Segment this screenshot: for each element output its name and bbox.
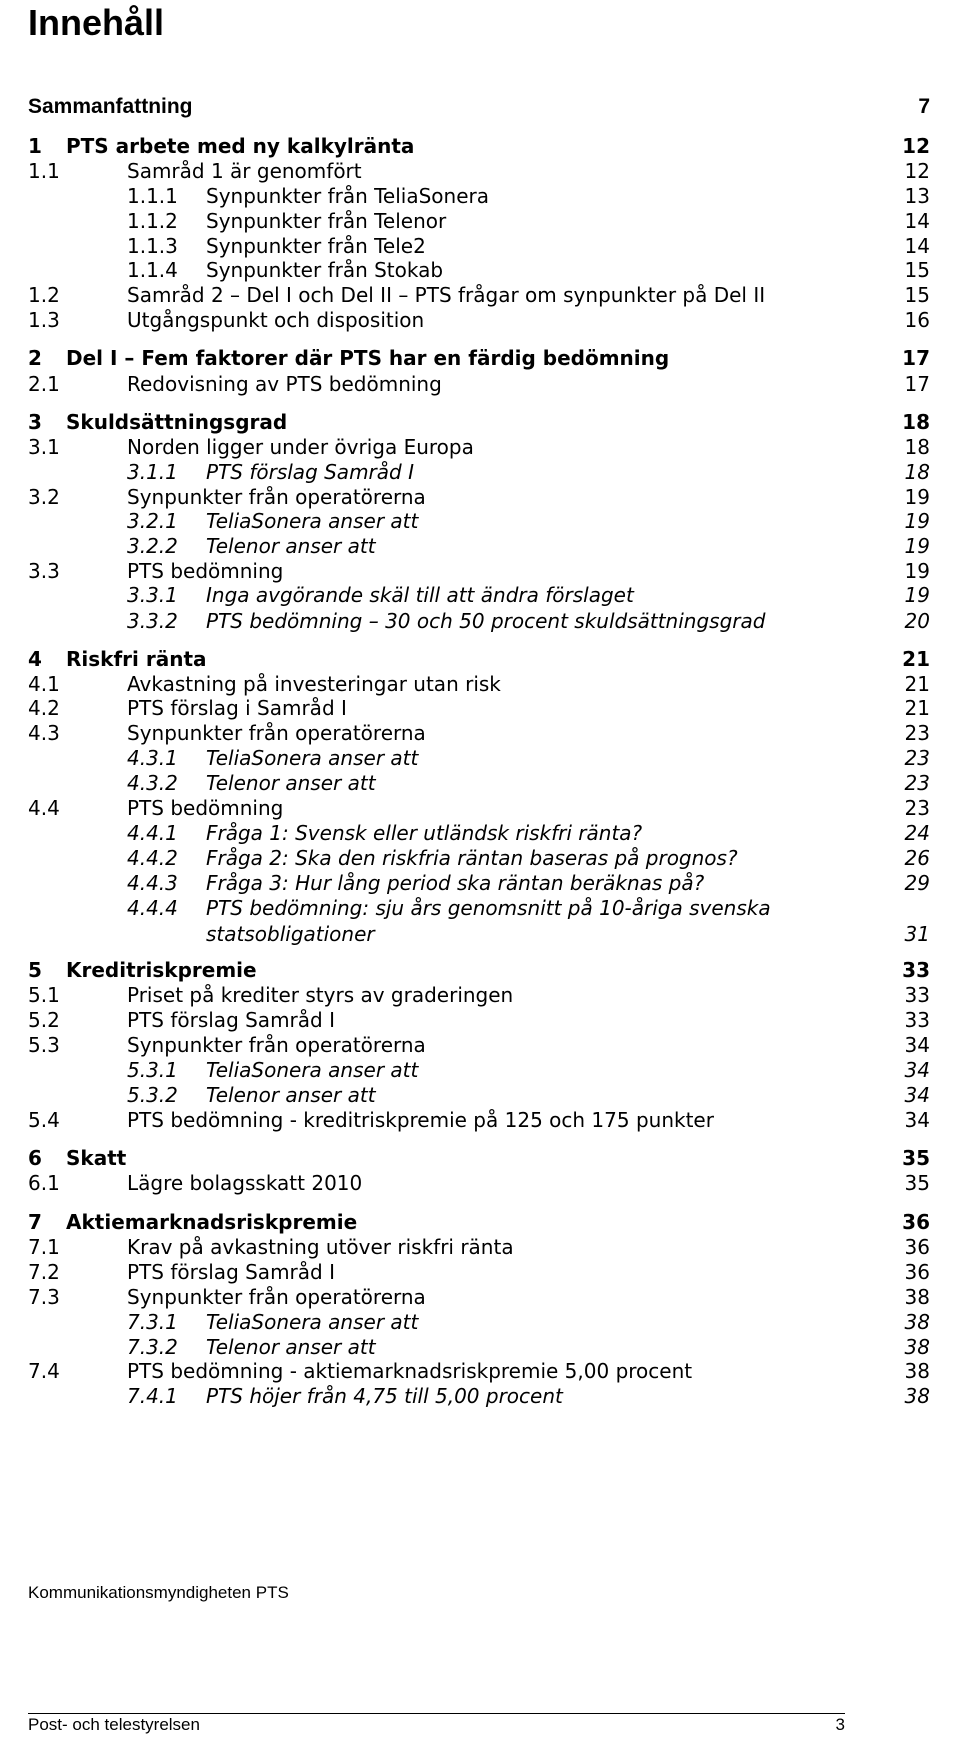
toc-entry-page: 38 — [904, 1335, 930, 1359]
toc-entry-number: 1.3 — [28, 308, 60, 332]
toc-entry-title: Avkastning på investeringar utan risk — [127, 672, 501, 696]
toc-entry-number: 1.1 — [28, 159, 60, 183]
toc-entry[interactable] — [0, 1209, 960, 1235]
toc-entry-number: 2 — [28, 346, 42, 370]
toc-entry-number: 3.3 — [28, 559, 60, 583]
toc-entry-title: Telenor anser att — [206, 534, 376, 558]
toc-entry-page: 21 — [902, 647, 930, 671]
toc-entry-page: 23 — [904, 771, 930, 795]
toc-entry-title: Aktiemarknadsriskpremie — [66, 1210, 358, 1234]
toc-entry-title: Krav på avkastning utöver riskfri ränta — [127, 1235, 514, 1259]
toc-entry-page: 21 — [904, 696, 930, 720]
toc-entry[interactable] — [0, 158, 960, 184]
toc-entry[interactable] — [0, 845, 960, 871]
toc-entry-page: 21 — [904, 672, 930, 696]
toc-entry-number: 6 — [28, 1146, 42, 1170]
toc-entry-title: PTS förslag Samråd I — [206, 460, 414, 484]
toc-entry[interactable] — [0, 671, 960, 697]
footer-page-number: 3 — [835, 1715, 845, 1734]
toc-entry[interactable] — [0, 895, 960, 947]
toc-entry-title: Synpunkter från Telenor — [206, 209, 447, 233]
toc-entry-title: TeliaSonera anser att — [206, 1058, 419, 1082]
toc-entry-page: 12 — [902, 134, 930, 158]
toc-entry-number: 5.3.2 — [127, 1083, 178, 1107]
toc-entry-number: 4.4.1 — [127, 821, 178, 845]
toc-entry-number: 7.4 — [28, 1359, 60, 1383]
toc-entry-title: Kreditriskpremie — [66, 958, 257, 982]
toc-entry-title: PTS bedömning: sju års genomsnitt på 10-åriga svenska statsobligationer — [206, 896, 771, 946]
toc-entry-number: 4.3 — [28, 721, 60, 745]
toc-entry-number: 7.3.1 — [127, 1310, 178, 1334]
toc-entry[interactable] — [0, 1170, 960, 1196]
toc-entry-title: Inga avgörande skäl till att ändra förslaget — [206, 583, 634, 607]
toc-entry[interactable] — [0, 371, 960, 397]
toc-summary-page: 7 — [918, 95, 930, 118]
toc-entry-number: 4.3.1 — [127, 746, 178, 770]
toc-entry-title: Skatt — [66, 1146, 127, 1170]
toc-entry-page: 36 — [902, 1210, 930, 1234]
toc-entry-number: 1.1.4 — [127, 258, 178, 282]
toc-entry-title: Fråga 2: Ska den riskfria räntan baseras på prognos? — [206, 846, 738, 870]
toc-entry-page: 38 — [904, 1310, 930, 1334]
toc-entry-number: 4.4.4 — [127, 896, 178, 920]
toc-entry[interactable] — [0, 1107, 960, 1133]
footer-organization: Kommunikationsmyndigheten PTS — [28, 1583, 289, 1602]
toc-entry-number: 6.1 — [28, 1171, 60, 1195]
footer-agency: Post- och telestyrelsen — [28, 1715, 200, 1734]
toc-entry-title: Telenor anser att — [206, 1335, 376, 1359]
toc-entry-number: 1.1.1 — [127, 184, 178, 208]
toc-entry[interactable] — [0, 1234, 960, 1260]
toc-entry-title: Riskfri ränta — [66, 647, 207, 671]
toc-entry-title: Norden ligger under övriga Europa — [127, 435, 474, 459]
toc-entry[interactable] — [0, 1383, 960, 1409]
toc-entry-title: PTS förslag i Samråd I — [127, 696, 347, 720]
toc-entry-title: Synpunkter från Stokab — [206, 258, 444, 282]
toc-entry-title: PTS bedömning — [127, 796, 284, 820]
toc-entry-title: Redovisning av PTS bedömning — [127, 372, 442, 396]
toc-entry-number: 3.2.2 — [127, 534, 178, 558]
toc-entry-number: 7.3.2 — [127, 1335, 178, 1359]
toc-entry-number: 5.4 — [28, 1108, 60, 1132]
toc-entry-title: Synpunkter från TeliaSonera — [206, 184, 489, 208]
toc-entry-title: Utgångspunkt och disposition — [127, 308, 425, 332]
toc-entry-title: Synpunkter från operatörerna — [127, 485, 426, 509]
toc-entry-title: TeliaSonera anser att — [206, 1310, 419, 1334]
toc-entry[interactable] — [0, 257, 960, 283]
toc-entry-number: 1.2 — [28, 283, 60, 307]
toc-entry-page: 19 — [904, 583, 930, 607]
toc-entry-page: 18 — [904, 460, 930, 484]
toc-entry-number: 3.1 — [28, 435, 60, 459]
toc-entry-page: 33 — [902, 958, 930, 982]
toc-entry-title: Synpunkter från operatörerna — [127, 721, 426, 745]
toc-entry-page: 26 — [904, 846, 930, 870]
toc-entry-page: 23 — [904, 721, 930, 745]
toc-entry-title: Fråga 3: Hur lång period ska räntan beräknas på? — [206, 871, 705, 895]
toc-entry-number: 7.1 — [28, 1235, 60, 1259]
toc-entry-page: 35 — [902, 1146, 930, 1170]
toc-entry[interactable] — [0, 1259, 960, 1285]
toc-entry-page: 34 — [904, 1058, 930, 1082]
toc-entry-title: Skuldsättningsgrad — [66, 410, 288, 434]
toc-entry-number: 2.1 — [28, 372, 60, 396]
toc-entry-page: 12 — [904, 159, 930, 183]
toc-entry-number: 4.3.2 — [127, 771, 178, 795]
toc-entry-number: 5.3.1 — [127, 1058, 178, 1082]
toc-entry-title: TeliaSonera anser att — [206, 746, 419, 770]
toc-entry[interactable] — [0, 646, 960, 672]
toc-entry-page: 15 — [904, 283, 930, 307]
toc-entry-page: 33 — [904, 983, 930, 1007]
toc-entry-title: PTS bedömning — [127, 559, 284, 583]
toc-entry-number: 5.1 — [28, 983, 60, 1007]
toc-entry-number: 7.4.1 — [127, 1384, 178, 1408]
toc-entry-page: 34 — [904, 1108, 930, 1132]
toc-entry-title: Telenor anser att — [206, 1083, 376, 1107]
toc-entry-number: 4.4 — [28, 796, 60, 820]
toc-entry-number: 3.3.1 — [127, 583, 178, 607]
toc-entry[interactable] — [0, 1145, 960, 1171]
toc-entry[interactable] — [0, 459, 960, 485]
toc-entry-page: 20 — [904, 609, 930, 633]
toc-entry-number: 1.1.2 — [127, 209, 178, 233]
toc-entry[interactable] — [0, 434, 960, 460]
toc-entry-page: 34 — [904, 1033, 930, 1057]
toc-entry-number: 3 — [28, 410, 42, 434]
toc-entry[interactable] — [0, 820, 960, 846]
toc-entry-title: Telenor anser att — [206, 771, 376, 795]
toc-entry[interactable] — [0, 720, 960, 746]
toc-entry-page: 24 — [904, 821, 930, 845]
toc-entry-page: 38 — [904, 1285, 930, 1309]
page-title: Innehåll — [28, 2, 165, 43]
toc-entry[interactable] — [0, 745, 960, 771]
toc-entry-page: 18 — [904, 435, 930, 459]
toc-entry[interactable] — [0, 770, 960, 796]
toc-entry-title: Synpunkter från Tele2 — [206, 234, 426, 258]
toc-entry[interactable] — [0, 1082, 960, 1108]
toc-entry[interactable] — [0, 133, 960, 159]
toc-entry[interactable] — [0, 508, 960, 534]
toc-entry-title: Priset på krediter styrs av graderingen — [127, 983, 514, 1007]
toc-entry-page: 19 — [904, 509, 930, 533]
toc-entry-title: PTS bedömning - kreditriskpremie på 125 och 175 punkter — [127, 1108, 714, 1132]
toc-entry[interactable] — [0, 957, 960, 983]
toc-entry-page: 23 — [904, 746, 930, 770]
toc-entry[interactable] — [0, 533, 960, 559]
toc-entry[interactable] — [0, 409, 960, 435]
toc-entry[interactable] — [0, 1309, 960, 1335]
toc-entry-page: 19 — [904, 559, 930, 583]
toc-entry-page: 38 — [904, 1384, 930, 1408]
toc-entry-title: PTS bedömning – 30 och 50 procent skuldsättningsgrad — [206, 609, 766, 633]
toc-entry[interactable] — [0, 1334, 960, 1360]
toc-entry[interactable] — [0, 1284, 960, 1310]
toc-entry-page: 17 — [904, 372, 930, 396]
toc-entry-title: Del I – Fem faktorer där PTS har en färdig bedömning — [66, 346, 670, 370]
toc-entry[interactable] — [0, 183, 960, 209]
toc-entry-page: 13 — [904, 184, 930, 208]
toc-summary-label: Sammanfattning — [28, 95, 193, 118]
toc-entry[interactable] — [0, 982, 960, 1008]
toc-entry[interactable] — [0, 582, 960, 608]
toc-entry-page: 31 — [904, 922, 930, 946]
toc-entry-number: 7.2 — [28, 1260, 60, 1284]
toc-entry[interactable] — [0, 1007, 960, 1033]
toc-entry-title: Synpunkter från operatörerna — [127, 1285, 426, 1309]
toc-entry[interactable] — [0, 1358, 960, 1384]
toc-entry-title: Samråd 2 – Del I och Del II – PTS frågar om synpunkter på Del II — [127, 283, 766, 307]
toc-entry-number: 1 — [28, 134, 42, 158]
toc-entry-page: 34 — [904, 1083, 930, 1107]
toc-entry-title: PTS förslag Samråd I — [127, 1008, 335, 1032]
toc-entry-number: 4.4.2 — [127, 846, 178, 870]
toc-entry-title: PTS förslag Samråd I — [127, 1260, 335, 1284]
toc-entry-title: Synpunkter från operatörerna — [127, 1033, 426, 1057]
toc-entry-number: 5.2 — [28, 1008, 60, 1032]
toc-entry-page: 19 — [904, 534, 930, 558]
toc-entry[interactable] — [0, 233, 960, 259]
toc-entry-title: Lägre bolagsskatt 2010 — [127, 1171, 363, 1195]
toc-summary-entry[interactable] — [0, 94, 960, 120]
toc-entry[interactable] — [0, 1057, 960, 1083]
toc-entry[interactable] — [0, 1032, 960, 1058]
toc-entry-number: 7 — [28, 1210, 42, 1234]
toc-entry-number: 1.1.3 — [127, 234, 178, 258]
toc-entry-page: 15 — [904, 258, 930, 282]
toc-entry-page: 36 — [904, 1235, 930, 1259]
toc-entry-page: 23 — [904, 796, 930, 820]
toc-entry-page: 14 — [904, 234, 930, 258]
toc-entry[interactable] — [0, 307, 960, 333]
toc-entry-number: 4.1 — [28, 672, 60, 696]
toc-entry-number: 4.4.3 — [127, 871, 178, 895]
toc-entry-number: 3.3.2 — [127, 609, 178, 633]
toc-entry[interactable] — [0, 345, 960, 371]
toc-entry-number: 3.1.1 — [127, 460, 178, 484]
toc-entry[interactable] — [0, 558, 960, 584]
toc-entry-number: 4.2 — [28, 696, 60, 720]
toc-entry-page: 38 — [904, 1359, 930, 1383]
toc-entry-title: PTS bedömning - aktiemarknadsriskpremie 5,00 procent — [127, 1359, 693, 1383]
toc-entry-page: 35 — [904, 1171, 930, 1195]
toc-entry[interactable] — [0, 608, 960, 634]
toc-entry-page: 17 — [902, 346, 930, 370]
toc-entry[interactable] — [0, 282, 960, 308]
toc-entry-title: Samråd 1 är genomfört — [127, 159, 362, 183]
toc-entry[interactable] — [0, 484, 960, 510]
toc-entry-page: 29 — [904, 871, 930, 895]
toc-entry-number: 3.2.1 — [127, 509, 178, 533]
toc-entry-page: 14 — [904, 209, 930, 233]
toc-entry-number: 5.3 — [28, 1033, 60, 1057]
toc-entry[interactable] — [0, 870, 960, 896]
toc-entry-page: 18 — [902, 410, 930, 434]
toc-entry-number: 3.2 — [28, 485, 60, 509]
toc-entry[interactable] — [0, 795, 960, 821]
toc-entry-title: PTS höjer från 4,75 till 5,00 procent — [206, 1384, 563, 1408]
toc-entry-page: 36 — [904, 1260, 930, 1284]
toc-entry-page: 33 — [904, 1008, 930, 1032]
toc-entry[interactable] — [0, 208, 960, 234]
toc-entry-number: 4 — [28, 647, 42, 671]
toc-entry-number: 7.3 — [28, 1285, 60, 1309]
toc-entry-title: PTS arbete med ny kalkylränta — [66, 134, 415, 158]
toc-entry-title: TeliaSonera anser att — [206, 509, 419, 533]
toc-entry-page: 16 — [904, 308, 930, 332]
toc-entry-page: 19 — [904, 485, 930, 509]
toc-entry-number: 5 — [28, 958, 42, 982]
toc-entry[interactable] — [0, 695, 960, 721]
toc-entry-title: Fråga 1: Svensk eller utländsk riskfri ränta? — [206, 821, 643, 845]
